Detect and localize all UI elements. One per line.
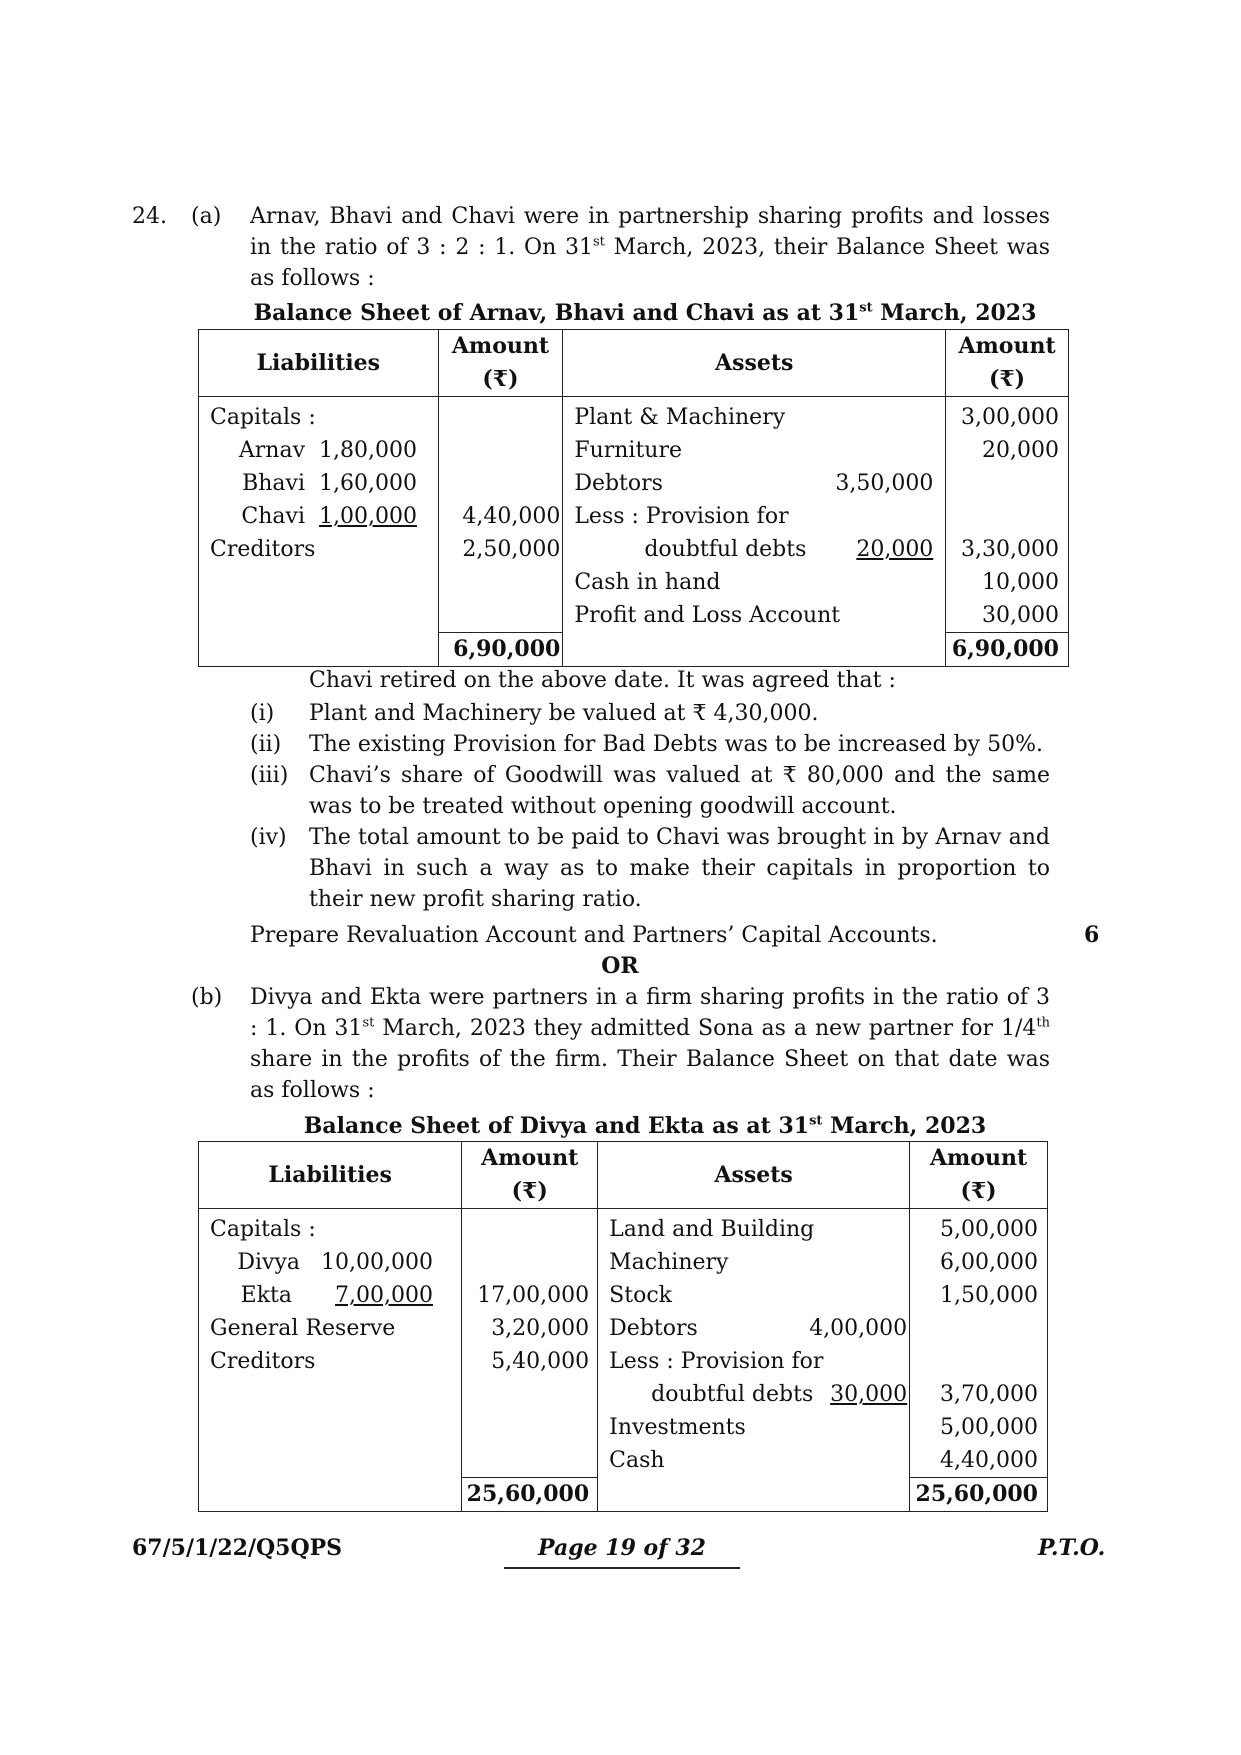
liabilities-cell-b <box>199 1209 462 1478</box>
condition-3 <box>250 760 1050 822</box>
condition-1-text: Plant and Machinery be valued at ₹ 4,30,000. <box>309 701 819 726</box>
chavi-row <box>210 500 438 533</box>
header-amount-label: Amount <box>451 333 550 359</box>
header-amount <box>438 330 563 397</box>
chavi-capital: 1,00,000 <box>319 504 417 529</box>
doubtful-amount-b: 30,000 <box>830 1382 908 1407</box>
debtors-label-b: Debtors <box>609 1316 698 1341</box>
furniture-label: Furniture <box>574 438 683 463</box>
total-liabilities: 6,90,000 <box>438 633 563 667</box>
ekta-name: Ekta <box>240 1283 292 1308</box>
condition-2-text: The existing Provision for Bad Debts was to be increased by 50%. <box>309 732 1043 757</box>
bs-a-title: Balance Sheet of Arnav, Bhavi and Chavi as at 31st March, 2023 <box>253 300 1037 326</box>
or-separator: OR <box>601 953 639 979</box>
header-amount-label-2: Amount <box>958 333 1056 359</box>
assets-amount-cell <box>946 397 1069 633</box>
header-rupee-b: (₹) <box>511 1178 548 1204</box>
condition-4-num: (iv) <box>250 825 287 850</box>
header-amount-label-b: Amount <box>481 1145 579 1171</box>
intro-text: Arnav, Bhavi and Chavi were in partnership sharing profits and losses in the ratio of 3 : 2 : 1. On 31st March, 2023, their Balance Sheet was as follows : <box>250 204 1051 291</box>
creditors-amount: 2,50,000 <box>462 537 561 562</box>
liabilities-cell <box>199 397 439 633</box>
part-a-label: (a) <box>191 204 222 229</box>
stock-label: Stock <box>609 1283 672 1308</box>
net-debtors-amount-b: 3,70,000 <box>940 1382 1038 1407</box>
creditors-label-b: Creditors <box>210 1349 316 1374</box>
liabilities-amount-cell-b <box>462 1209 598 1478</box>
creditors-amount-b: 5,40,000 <box>491 1349 590 1374</box>
total-assets: 6,90,000 <box>946 633 1069 667</box>
arnav-row <box>210 434 438 467</box>
condition-1 <box>250 698 1050 729</box>
retire-line: Chavi retired on the above date. It was agreed that : <box>309 668 896 693</box>
header-assets-b: Assets <box>598 1142 910 1209</box>
debtors-row-b <box>609 1312 909 1345</box>
chavi-name: Chavi <box>241 504 305 529</box>
balance-sheet-b <box>198 1141 1048 1512</box>
arnav-name: Arnav <box>238 438 305 463</box>
prepare-instruction: Prepare Revaluation Account and Partners’ Capital Accounts. <box>250 923 938 948</box>
condition-3-text: Chavi’s share of Goodwill was valued at ₹ 80,000 and the same was to be treated without opening goodwill account. <box>309 763 1050 819</box>
capitals-label: Capitals : <box>210 405 316 430</box>
assets-amount-cell-b <box>910 1209 1048 1478</box>
bhavi-name: Bhavi <box>242 471 305 496</box>
doubtful-row <box>574 533 945 566</box>
capitals-total-b: 17,00,000 <box>477 1283 590 1308</box>
machinery-amount: 6,00,000 <box>940 1250 1038 1275</box>
liabilities-amount-cell <box>438 397 563 633</box>
question-number: 24. <box>132 204 167 229</box>
pl-amount: 30,000 <box>982 603 1059 628</box>
debtors-label: Debtors <box>574 471 663 496</box>
plant-label: Plant & Machinery <box>574 405 786 430</box>
stock-amount: 1,50,000 <box>940 1283 1038 1308</box>
header-rupee: (₹) <box>482 366 519 392</box>
doubtful-amount: 20,000 <box>856 537 934 562</box>
divya-capital: 10,00,000 <box>321 1250 433 1275</box>
assets-cell <box>563 397 946 633</box>
header-assets: Assets <box>563 330 946 397</box>
reserve-amount: 3,20,000 <box>491 1316 590 1341</box>
header-amount-label-b2: Amount <box>929 1145 1028 1171</box>
cash-label-b: Cash <box>609 1448 665 1473</box>
conditions-list <box>250 698 1050 915</box>
capitals-label-b: Capitals : <box>210 1217 316 1242</box>
land-amount: 5,00,000 <box>940 1217 1038 1242</box>
cash-amount-b: 4,40,000 <box>940 1448 1038 1473</box>
divya-row <box>210 1246 461 1279</box>
header-rupee-2: (₹) <box>988 366 1026 392</box>
bhavi-capital: 1,60,000 <box>319 471 417 496</box>
part-b-intro <box>250 982 1050 1106</box>
arnav-capital: 1,80,000 <box>319 438 417 463</box>
bhavi-row <box>210 467 438 500</box>
condition-2 <box>250 729 1050 760</box>
cash-amount: 10,000 <box>982 570 1059 595</box>
header-rupee-b2: (₹) <box>960 1178 997 1204</box>
assets-cell-b <box>598 1209 910 1478</box>
header-liabilities-b: Liabilities <box>199 1142 462 1209</box>
condition-1-num: (i) <box>250 701 275 726</box>
condition-3-num: (iii) <box>250 763 289 788</box>
pl-label: Profit and Loss Account <box>574 603 841 628</box>
part-b-label: (b) <box>191 985 223 1010</box>
doubtful-row-b <box>609 1378 909 1411</box>
pto-label: P.T.O. <box>1038 1535 1106 1561</box>
bs-b-title: Balance Sheet of Divya and Ekta as at 31st March, 2023 <box>303 1113 987 1139</box>
paper-code: 67/5/1/22/Q5QPS <box>132 1535 343 1561</box>
condition-2-num: (ii) <box>250 732 282 757</box>
ekta-row <box>210 1279 461 1312</box>
header-liabilities: Liabilities <box>199 330 439 397</box>
investments-amount: 5,00,000 <box>940 1415 1038 1440</box>
header-amount-b2 <box>910 1142 1048 1209</box>
page-number: Page 19 of 32 <box>504 1533 740 1569</box>
total-liabilities-b: 25,60,000 <box>462 1478 598 1512</box>
header-amount-b <box>462 1142 598 1209</box>
header-amount-2 <box>946 330 1069 397</box>
plant-amount: 3,00,000 <box>961 405 1059 430</box>
doubtful-label: doubtful debts <box>644 537 807 562</box>
divya-name: Divya <box>237 1250 300 1275</box>
capitals-total: 4,40,000 <box>462 504 561 529</box>
doubtful-label-b: doubtful debts <box>651 1382 814 1407</box>
debtors-amount-b: 4,00,000 <box>809 1316 908 1341</box>
ekta-capital: 7,00,000 <box>335 1283 433 1308</box>
reserve-label: General Reserve <box>210 1316 396 1341</box>
land-label: Land and Building <box>609 1217 815 1242</box>
total-assets-b: 25,60,000 <box>910 1478 1048 1512</box>
balance-sheet-a <box>198 329 1069 667</box>
cash-label: Cash in hand <box>574 570 721 595</box>
machinery-label: Machinery <box>609 1250 729 1275</box>
part-b-intro-text: Divya and Ekta were partners in a firm sharing profits in the ratio of 3 : 1. On 31st March, 2023 they admitted Sona as a new partner for 1/4th share in the profits of the firm. Their Balance Sheet on that date was as follows : <box>250 985 1050 1103</box>
debtors-row <box>574 467 945 500</box>
debtors-amount: 3,50,000 <box>835 471 934 496</box>
condition-4 <box>250 822 1050 915</box>
part-a-intro <box>250 201 1050 294</box>
net-debtors-amount: 3,30,000 <box>961 537 1059 562</box>
less-provision-label: Less : Provision for <box>574 504 789 529</box>
creditors-label: Creditors <box>210 537 316 562</box>
furniture-amount: 20,000 <box>982 438 1059 463</box>
less-provision-label-b: Less : Provision for <box>609 1349 824 1374</box>
investments-label: Investments <box>609 1415 746 1440</box>
marks: 6 <box>1084 922 1100 948</box>
condition-4-text: The total amount to be paid to Chavi was brought in by Arnav and Bhavi in such a way as to make their capitals in proportion to their new profit sharing ratio. <box>309 825 1050 912</box>
